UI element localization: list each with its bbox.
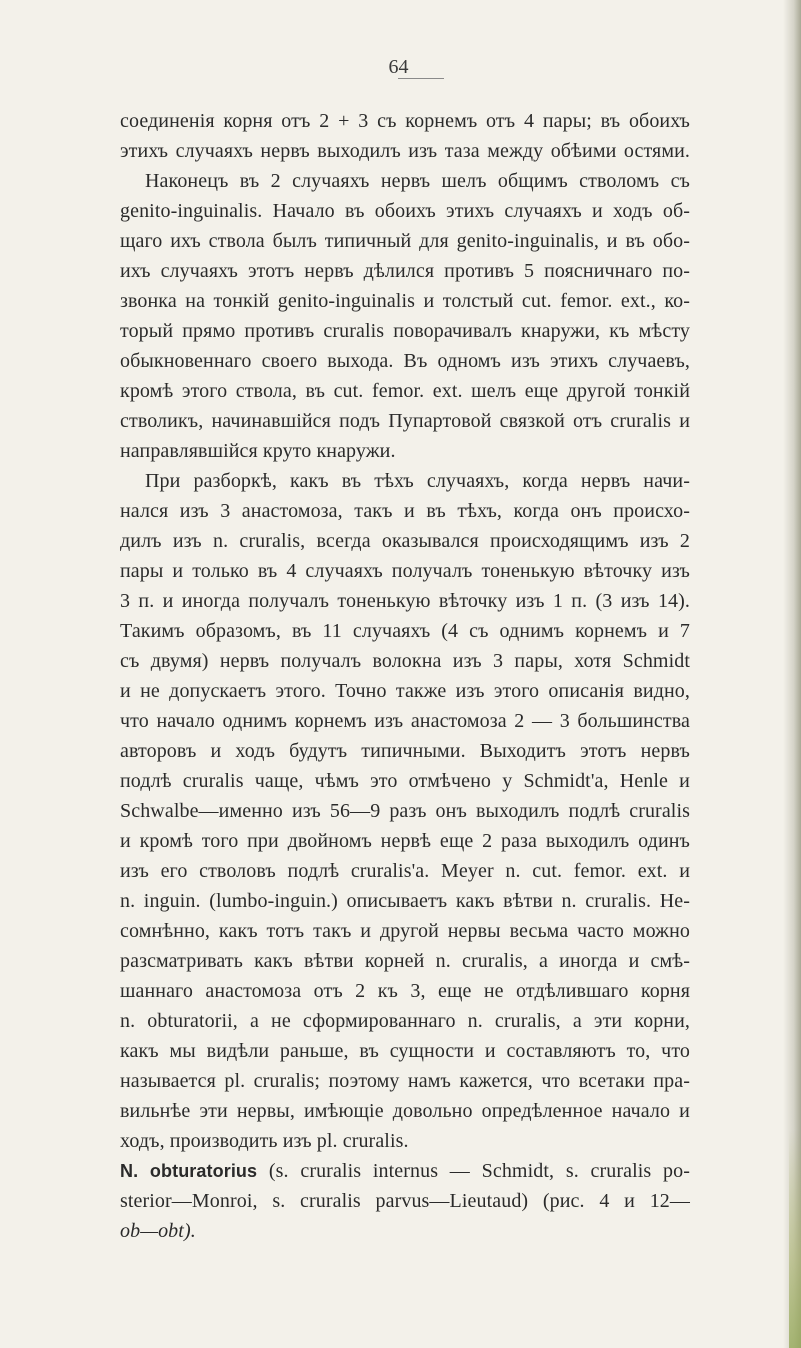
paragraph-end-line: ходъ, производить изъ pl. cruralis. (120, 1130, 409, 1152)
text-line: n. obturatorii, а не сформированнаго n. cruralis, а эти корни, (120, 1010, 690, 1032)
text-line: n. inguin. (lumbo-inguin.) описываетъ какъ вѣтви n. cruralis. Не- (120, 890, 690, 912)
text-line: Schwalbe—именно изъ 56—9 разъ онъ выходилъ подлѣ cruralis (120, 800, 690, 822)
text-line: нался изъ 3 анастомоза, такъ и въ тѣхъ, когда онъ происхо- (120, 500, 690, 522)
page-number-rule (398, 78, 444, 79)
text-line: ихъ случаяхъ этотъ нервъ дѣлился противъ 5 поясничнаго по- (120, 260, 690, 282)
text-line: и кромѣ того при двойномъ нервѣ еще 2 раза выходилъ одинъ (120, 830, 690, 852)
page-number: 64 (388, 56, 409, 78)
text-line: щаго ихъ ствола былъ типичный для genito-inguinalis, и въ обо- (120, 230, 690, 252)
text-line: какъ мы видѣли раньше, въ сущности и составляютъ то, что (120, 1040, 690, 1062)
text-line: торый прямо противъ cruralis поворачивалъ кнаружи, къ мѣсту (120, 320, 690, 342)
text-line: дилъ изъ n. cruralis, всегда оказывался происходящимъ изъ 2 (120, 530, 690, 552)
paragraph-end-line: направлявшійся круто кнаружи. (120, 440, 396, 462)
text-line: обыкновеннаго своего выхода. Въ одномъ изъ этихъ случаевъ, (120, 350, 690, 372)
text-line: что начало однимъ корнемъ изъ анастомоза 2 — 3 большинства (120, 710, 690, 732)
text-line: сомнѣнно, какъ тотъ такъ и другой нервы весьма часто можно (120, 920, 690, 942)
text-line: и не допускаетъ этого. Точно также изъ этого описанія видно, (120, 680, 690, 702)
paragraph-start-line: Наконецъ въ 2 случаяхъ нервъ шелъ общимъ стволомъ съ (145, 170, 690, 192)
text-line: соединенія корня отъ 2 + 3 съ корнемъ отъ 4 пары; въ обоихъ (120, 110, 690, 132)
text-line: изъ его стволовъ подлѣ cruralis'a. Meyer n. cut. femor. ext. и (120, 860, 690, 882)
text-line: подлѣ cruralis чаще, чѣмъ это отмѣчено у Schmidt'a, Henle и (120, 770, 690, 792)
section-heading-rest: (s. cruralis internus — Schmidt, s. cruralis po- (257, 1160, 690, 1182)
text-line: sterior—Monroi, s. cruralis parvus—Lieutaud) (рис. 4 и 12— (120, 1190, 690, 1212)
text-line: разсматривать какъ вѣтви корней n. cruralis, а иногда и смѣ- (120, 950, 690, 972)
text-line: 3 п. и иногда получалъ тоненькую вѣточку изъ 1 п. (3 изъ 14). (120, 590, 690, 612)
text-line: этихъ случаяхъ нервъ выходилъ изъ таза между обѣими остями. (120, 140, 690, 162)
text-line: вильнѣе эти нервы, имѣющіе довольно опредѣленное начало и (120, 1100, 690, 1122)
page-edge-stain (789, 1130, 801, 1348)
section-heading: N. obturatorius (120, 1161, 258, 1181)
text-line: Такимъ образомъ, въ 11 случаяхъ (4 съ однимъ корнемъ и 7 (120, 620, 690, 642)
text-line: называется pl. cruralis; поэтому намъ кажется, что всетаки пра- (120, 1070, 690, 1092)
paragraph-start-line: При разборкѣ, какъ въ тѣхъ случаяхъ, когда нервъ начи- (145, 470, 690, 492)
text-line: genito-inguinalis. Начало въ обоихъ этихъ случаяхъ и ходъ об- (120, 200, 690, 222)
text-line: звонка на тонкій genito-inguinalis и толстый cut. femor. ext., ко- (120, 290, 690, 312)
text-line: ob—obt). (120, 1220, 196, 1242)
text-line: пары и только въ 4 случаяхъ получалъ тоненькую вѣточку изъ (120, 560, 690, 582)
text-line: авторовъ и ходъ будутъ типичными. Выходитъ этотъ нервъ (120, 740, 690, 762)
section-heading-line (120, 1156, 690, 1186)
text-line: кромѣ этого ствола, въ cut. femor. ext. шелъ еще другой тонкій (120, 380, 690, 402)
text-line: съ двумя) нервъ получалъ волокна изъ 3 пары, хотя Schmidt (120, 650, 690, 672)
text-line: стволикъ, начинавшійся подъ Пупартовой связкой отъ cruralis и (120, 410, 690, 432)
body-text (120, 106, 690, 1246)
text-line: шаннаго анастомоза отъ 2 къ 3, еще не отдѣлившаго корня (120, 980, 690, 1002)
